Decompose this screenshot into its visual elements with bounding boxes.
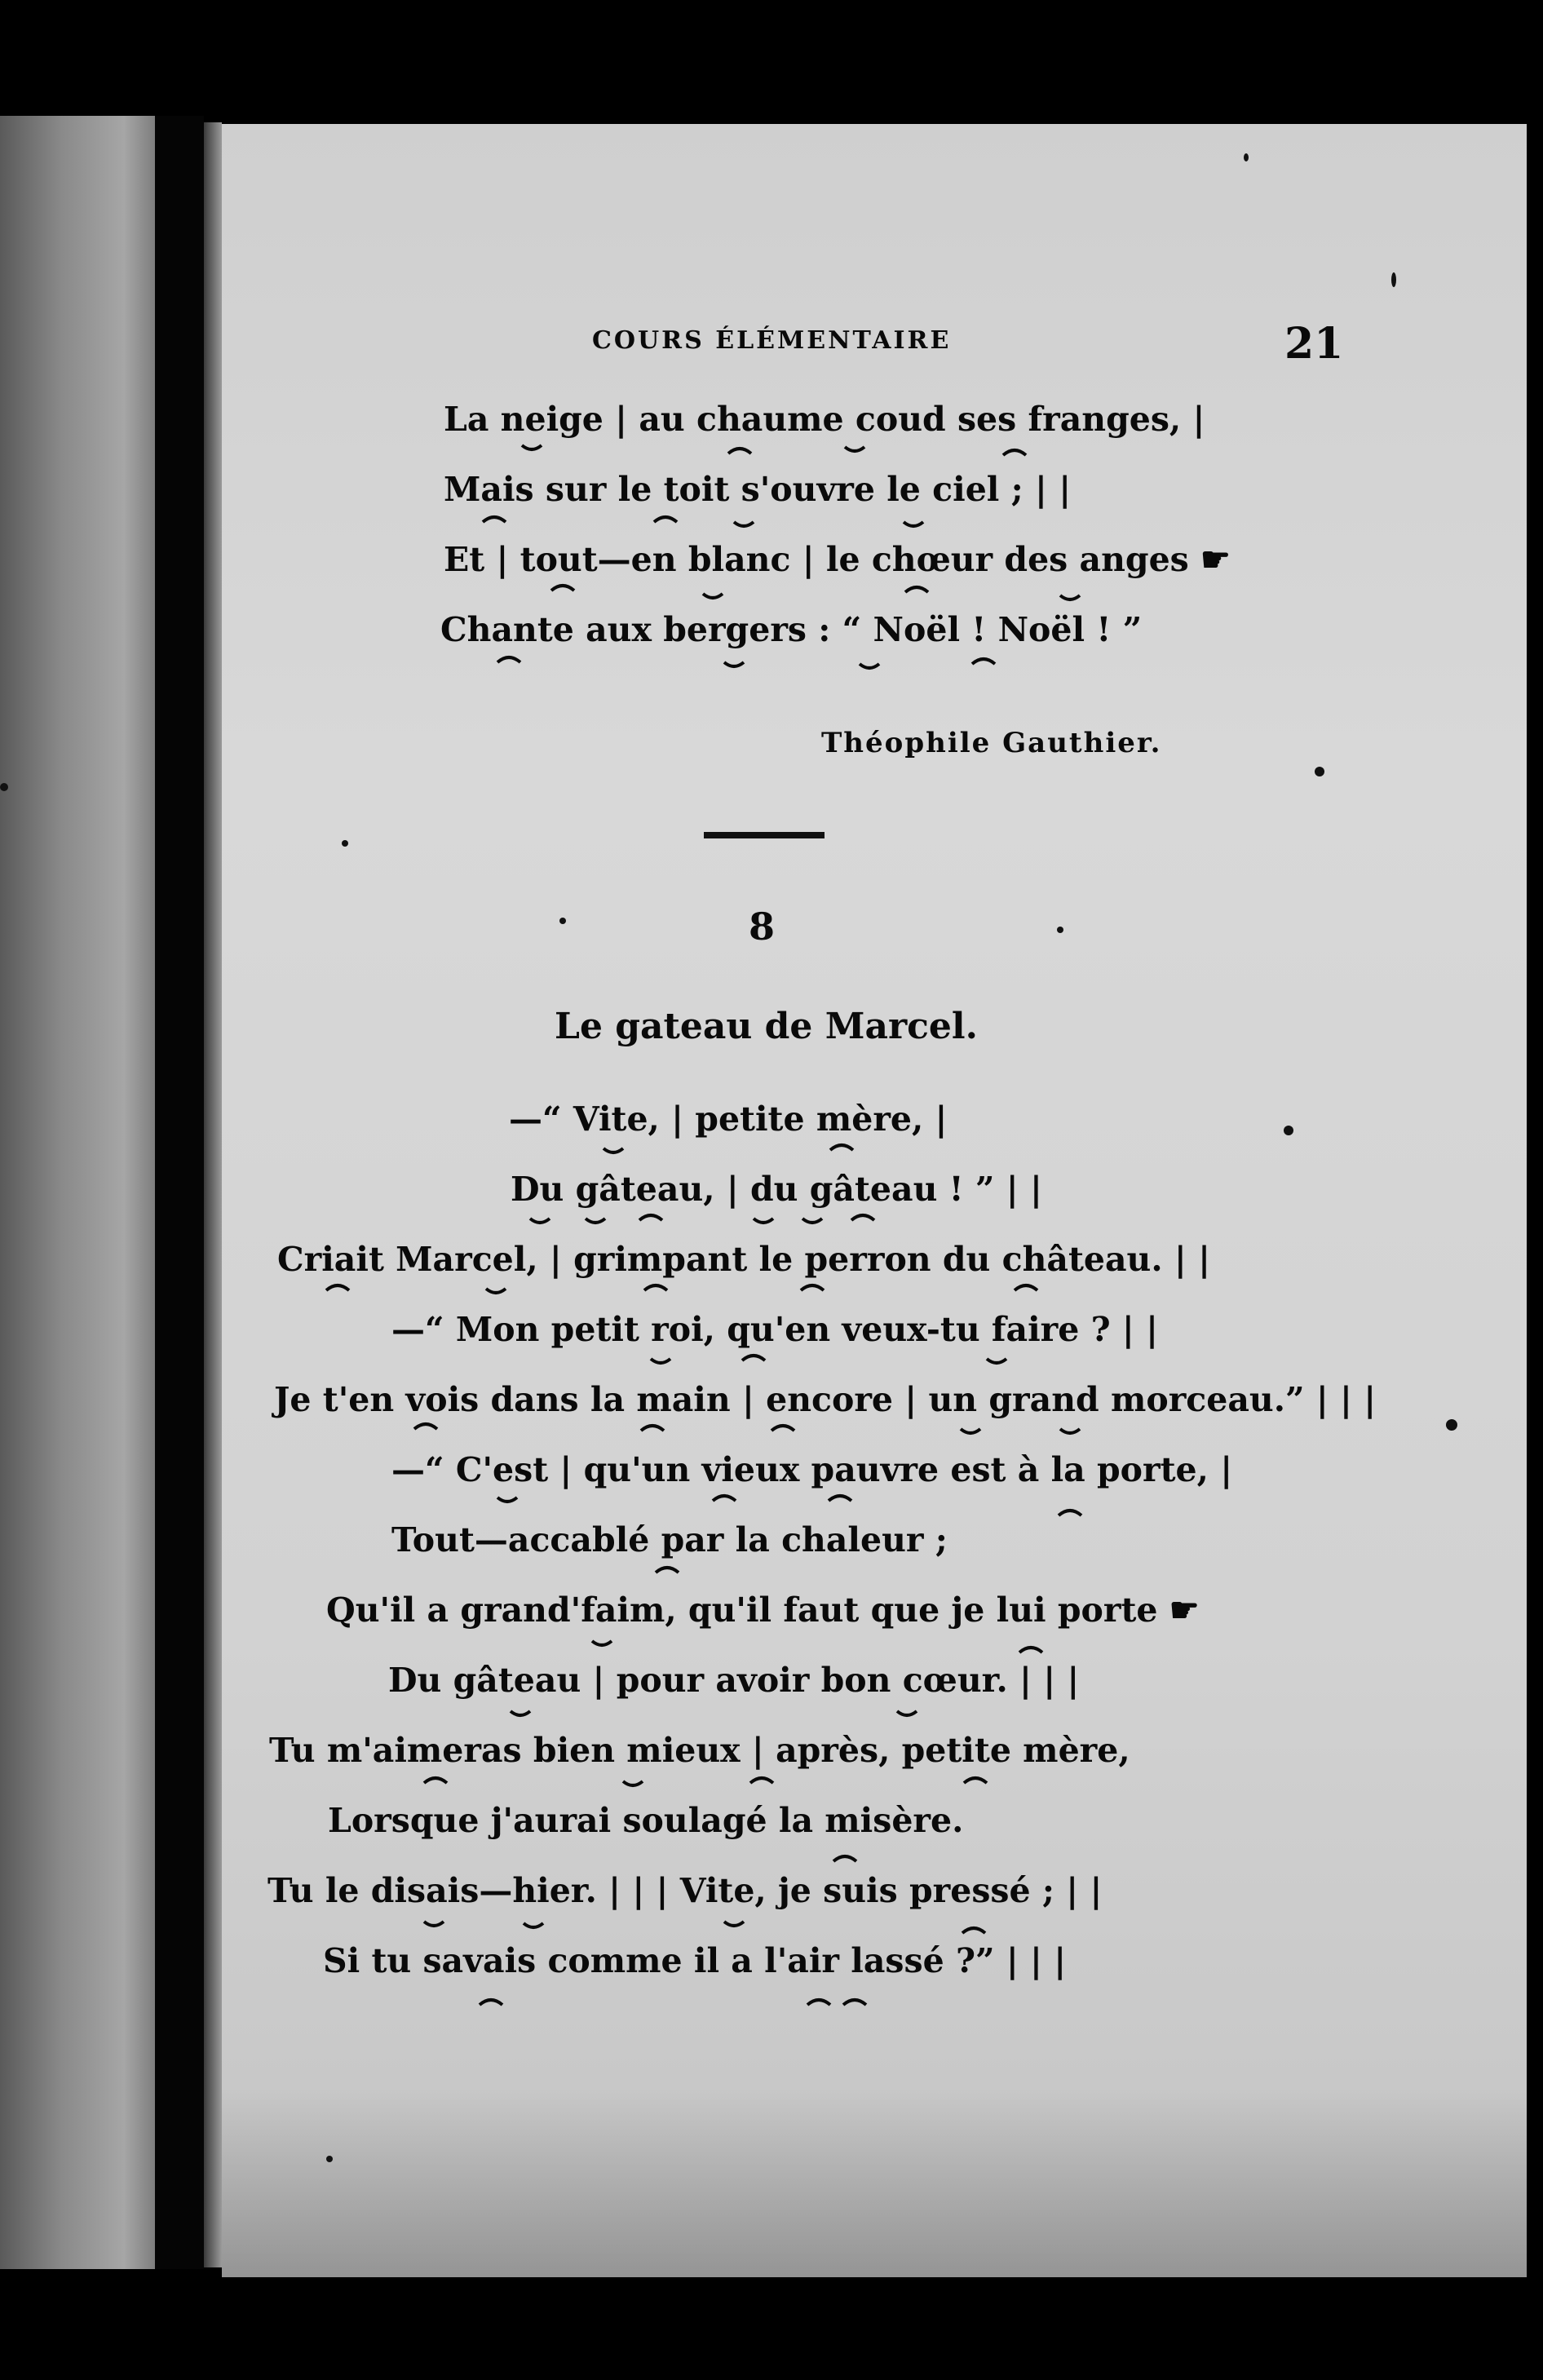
liaison-mark <box>972 659 995 664</box>
liaison-mark <box>522 445 542 449</box>
liaison-mark <box>1060 595 1080 599</box>
liaison-mark <box>860 664 879 668</box>
poem-line: Si tu savais comme il a l'air lassé ?” | | | <box>323 1941 1067 1980</box>
liaison-mark <box>724 662 744 666</box>
poem-line: —“ Mon petit roi, qu'en veux-tu faire ? | | <box>391 1310 1159 1349</box>
liaison-mark <box>424 1778 447 1783</box>
liaison-mark <box>897 1711 917 1715</box>
poem-line: Je t'en vois dans la main | encore | un grand morceau.” | | | <box>274 1380 1377 1419</box>
liaison-mark <box>845 447 864 451</box>
liaison-mark <box>905 587 928 592</box>
liaison-mark <box>656 1568 679 1573</box>
liaison-mark <box>964 1778 987 1783</box>
poem-line: Chante aux bergers : “ Noël ! Noël ! ” <box>440 610 1143 649</box>
liaison-mark <box>497 1497 517 1502</box>
liaison-mark <box>1019 1648 1042 1652</box>
liaison-mark <box>742 1356 765 1360</box>
poem-line: Qu'il a grand'faim, qu'il faut que je lui porte ☛ <box>326 1590 1200 1630</box>
poem-line: Du gâteau, | du gâteau ! ” | | <box>511 1170 1042 1209</box>
liaison-mark <box>424 1922 444 1926</box>
liaison-mark <box>644 1285 667 1290</box>
liaison-mark <box>962 1928 985 1933</box>
liaison-mark <box>851 1215 874 1220</box>
liaison-mark <box>987 1359 1006 1363</box>
liaison-mark <box>524 1923 543 1927</box>
page-number: 21 <box>1284 319 1344 369</box>
liaison-mark <box>1015 1285 1037 1290</box>
poem-line: Tout—accablé par la chaleur ; <box>391 1520 948 1559</box>
poem-line: Tu le disais—hier. | | | Vite, je suis pressé ; | | <box>267 1871 1103 1910</box>
liaison-mark <box>480 2000 502 2005</box>
liaison-mark <box>829 1496 851 1501</box>
poem-line: Tu m'aimeras bien mieux | après, petite mère, <box>269 1731 1130 1770</box>
liaison-mark <box>497 657 520 662</box>
liaison-mark <box>904 522 923 526</box>
poem-line: Lorsque j'aurai soulagé la misère. <box>328 1801 964 1840</box>
liaison-mark <box>734 522 754 526</box>
liaison-mark <box>713 1496 736 1501</box>
poem-author: Théophile Gauthier. <box>821 727 1162 759</box>
liaison-mark <box>802 1219 822 1223</box>
liaison-mark <box>654 517 677 522</box>
running-head: COURS ÉLÉMENTAIRE <box>592 326 952 355</box>
liaison-mark <box>511 1711 530 1715</box>
liaison-mark <box>724 1922 744 1926</box>
liaison-mark <box>586 1219 605 1223</box>
liaison-mark <box>486 1289 506 1293</box>
liaison-mark <box>483 517 506 522</box>
liaison-mark <box>801 1285 824 1290</box>
liaison-mark <box>830 1145 853 1150</box>
liaison-mark <box>623 1781 643 1785</box>
poem-line: Mais sur le toit s'ouvre le ciel ; | | <box>444 470 1072 509</box>
liaison-mark <box>414 1424 437 1429</box>
liaison-mark <box>551 586 574 591</box>
liaison-mark <box>750 1778 773 1783</box>
poem-line: Et | tout—en blanc | le chœur des anges ☛ <box>444 540 1231 579</box>
liaison-mark <box>639 1215 662 1220</box>
liaison-mark <box>592 1641 612 1645</box>
liaison-mark <box>651 1359 670 1363</box>
poem-line: —“ C'est | qu'un vieux pauvre est à la porte, | <box>391 1450 1233 1489</box>
poem-line: La neige | au chaume coud ses franges, | <box>444 400 1205 439</box>
section-title: Le gateau de Marcel. <box>555 1006 978 1047</box>
liaison-mark <box>961 1429 980 1433</box>
liaison-mark <box>530 1219 550 1223</box>
liaison-mark <box>641 1426 664 1431</box>
poem-line: —“ Vite, | petite mère, | <box>509 1099 948 1139</box>
liaison-mark <box>1003 450 1026 455</box>
liaison-mark <box>326 1285 349 1290</box>
liaison-mark <box>1060 1429 1080 1433</box>
liaison-mark <box>833 1856 856 1861</box>
liaison-mark <box>703 594 723 598</box>
liaison-mark <box>754 1219 773 1223</box>
poem-line: Criait Marcel, | grimpant le perron du château. | | <box>277 1240 1211 1279</box>
liaison-mark <box>843 2000 866 2005</box>
liaison-mark <box>1059 1511 1081 1515</box>
liaison-mark <box>603 1148 623 1152</box>
liaison-mark <box>772 1426 794 1431</box>
poem-line: Du gâteau | pour avoir bon cœur. | | | <box>388 1661 1080 1700</box>
liaison-mark <box>807 2000 830 2005</box>
section-number: 8 <box>749 905 776 949</box>
liaison-mark <box>728 449 751 453</box>
